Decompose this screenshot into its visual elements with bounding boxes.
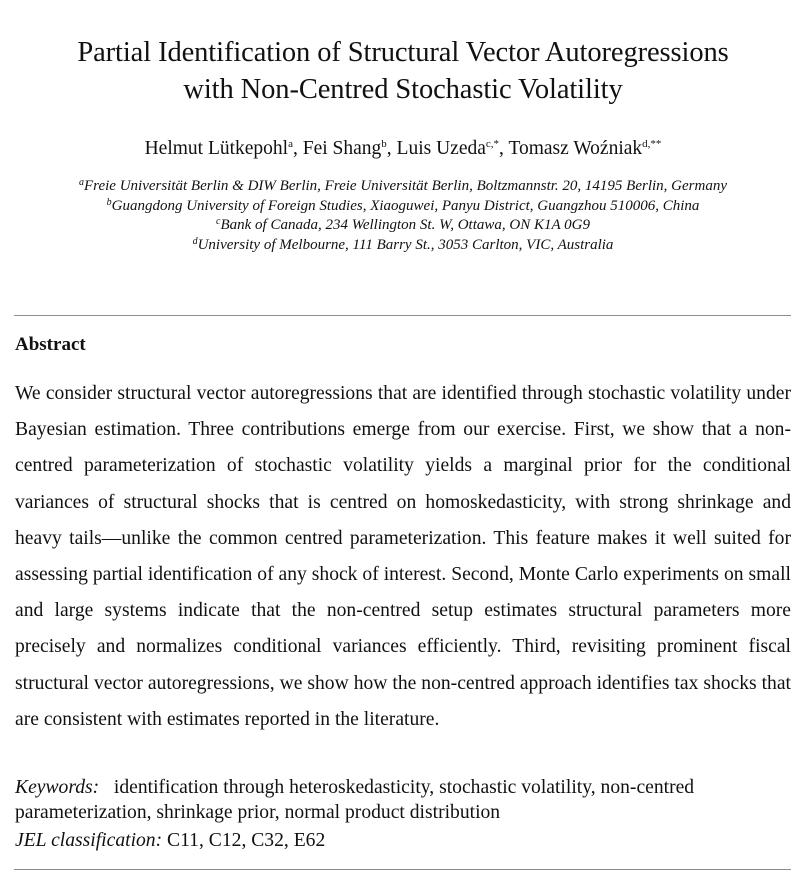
author-affiliation-mark: c,* — [485, 138, 500, 150]
affiliation-mark: a — [79, 177, 85, 188]
affiliation-item — [0, 236, 806, 256]
jel-codes: C11, C12, C32, E62 — [167, 830, 326, 851]
bottom-horizontal-rule — [14, 869, 791, 870]
affiliation-mark: d — [192, 236, 198, 248]
author-name: Fei Shang — [302, 138, 382, 159]
affiliation-item — [0, 216, 806, 236]
author-separator: , — [499, 138, 509, 159]
affiliation-item — [0, 177, 806, 197]
affiliation-mark: c — [216, 216, 221, 228]
author-name: Luis Uzeda — [396, 138, 486, 159]
author-name: Helmut Lütkepohl — [144, 138, 289, 159]
author-affiliation-mark: d,** — [642, 138, 662, 150]
author-affiliation-mark: a — [288, 138, 293, 150]
author-name: Tomasz Woźniak — [508, 138, 643, 159]
affiliation-text: Guangdong University of Foreign Studies, Xiaoguwei, Panyu District, Guangzhou 510006, China — [111, 197, 700, 214]
affiliation-mark: b — [106, 196, 112, 208]
abstract-heading: Abstract — [15, 334, 86, 355]
keywords-section — [15, 776, 791, 825]
author-affiliation-mark: b — [381, 138, 387, 150]
affiliation-text: Freie Universität Berlin & DIW Berlin, Freie Universität Berlin, Boltzmannstr. 20, 14195 Berlin, Germany — [84, 178, 727, 194]
affiliation-item — [0, 197, 806, 217]
abstract-body: We consider structural vector autoregressions that are identified through stochastic volatility under Bayesian estimation. Three contributions emerge from our exercise. First, we show that a non-centred parameterization of stochastic volatility yields a marginal prior for the conditional variances of structural shocks that is centred on homoskedasticity, with strong shrinkage and heavy tails—unlike the common centred parameterization. This feature makes it well suited for assessing partial identification of any shock of interest. Second, Monte Carlo experiments on small and large systems indicate that the non-centred setup estimates structural parameters more precisely and normalizes conditional variances efficiently. Third, revisiting prominent fiscal structural vector autoregressions, we show how the non-centred approach identifies tax shocks that are consistent with estimates reported in the literature. — [15, 383, 791, 730]
affiliation-list — [0, 177, 806, 256]
paper-title — [0, 34, 806, 108]
affiliation-text: Bank of Canada, 234 Wellington St. W, Ottawa, ON K1A 0G9 — [220, 217, 590, 234]
keywords-text: identification through heteroskedasticity, stochastic volatility, non-centred parameterization, shrinkage prior, normal product distribution — [15, 777, 695, 823]
jel-label: JEL classification: — [15, 830, 163, 851]
author-separator: , — [386, 138, 397, 159]
affiliation-text: University of Melbourne, 111 Barry St., 3053 Carlton, VIC, Australia — [197, 237, 614, 254]
paper-title-line-2: with Non-Centred Stochastic Volatility — [183, 74, 623, 105]
keywords-label: Keywords: — [15, 777, 100, 798]
author-separator: , — [293, 138, 303, 159]
top-horizontal-rule — [14, 315, 791, 316]
author-list — [0, 137, 806, 161]
paper-title-line-1: Partial Identification of Structural Vector Autoregressions — [77, 37, 729, 68]
jel-classification-section — [15, 829, 791, 854]
